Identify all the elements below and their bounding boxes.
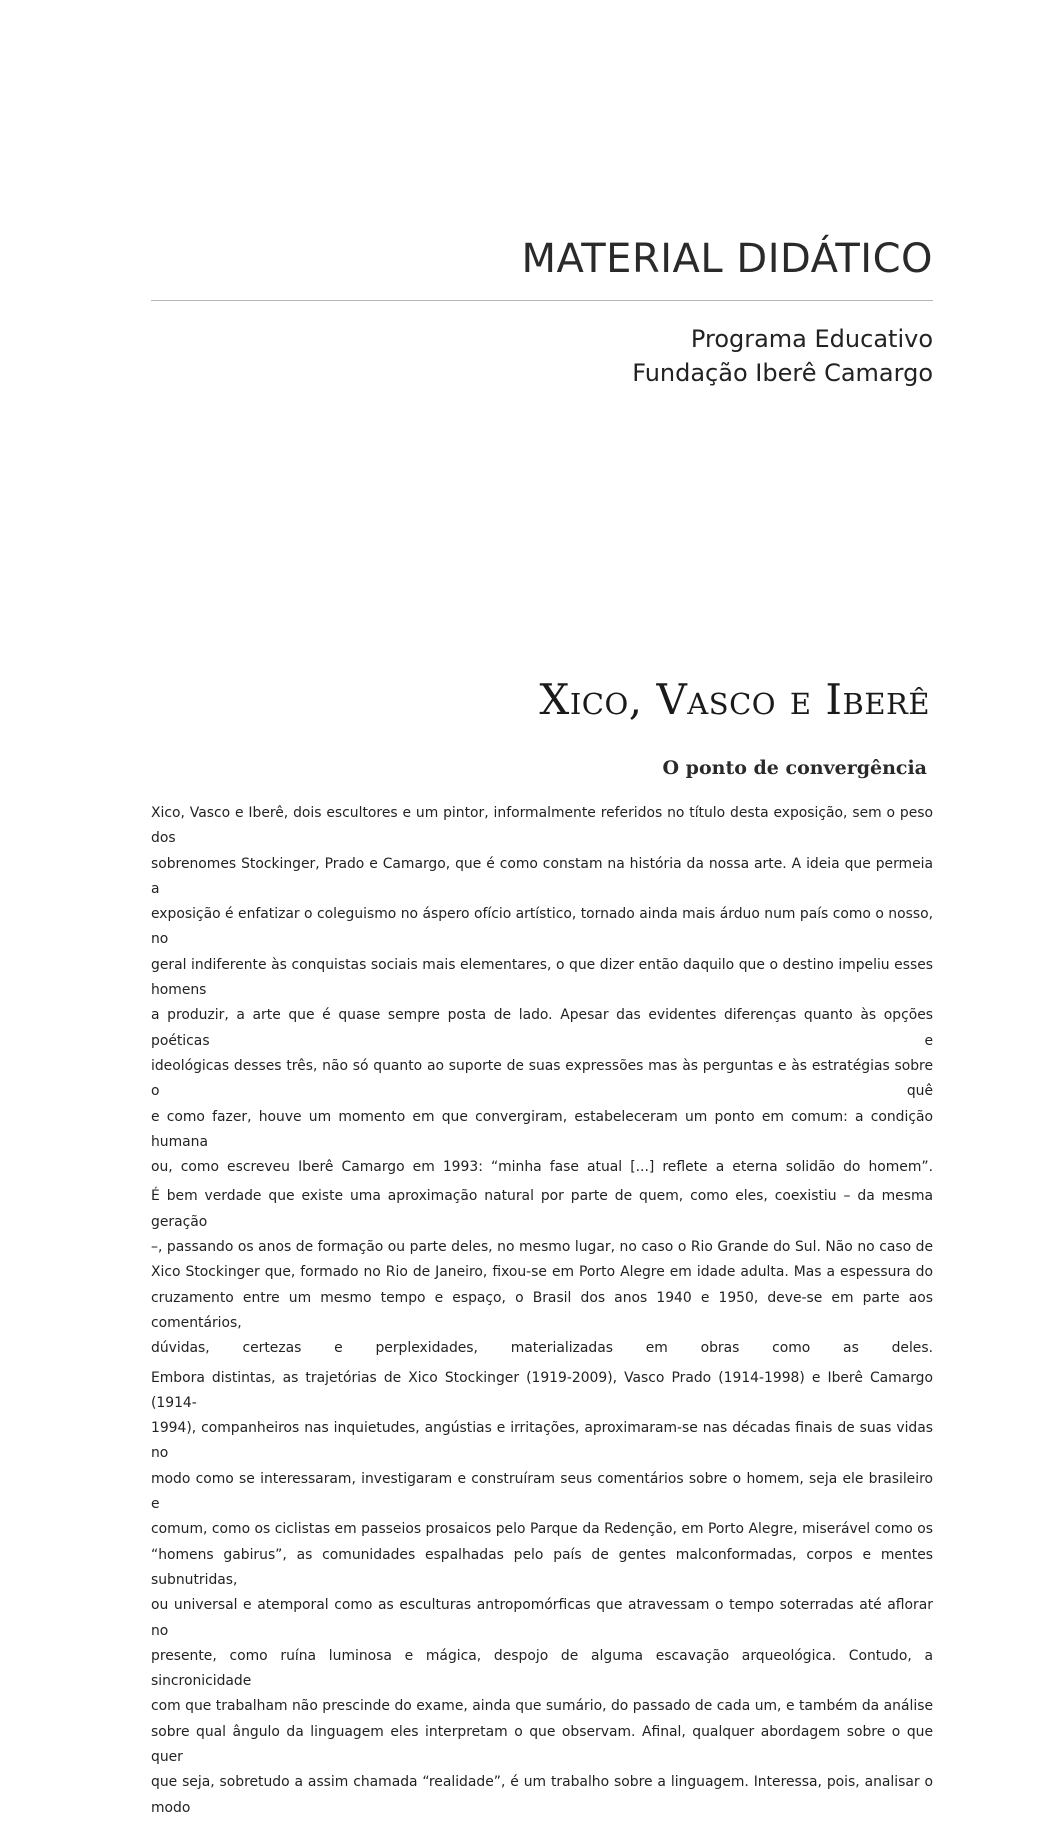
foundation-name: Fundação Iberê Camargo — [632, 359, 933, 387]
article-title: Xico, Vasco e Iberê — [539, 675, 930, 724]
paragraph: Embora distintas, as trajetórias de Xico Stockinger (1919-2009), Vasco Prado (1914-1998) e Iberê Camargo (1914- 1994), companheiros nas inquietudes, angústias e irritações, aproximaram-se nas décadas finais de suas vidas no modo como se interessaram, investigaram e construíram seus comentários sobre o homem, seja ele brasileiro e comum, como os ciclistas em passeios prosaicos pelo Parque da Redenção, em Porto Alegre, miserável como os “homens gabirus”, as comunidades espalhadas pelo país de gentes malconformadas, corpos e mentes subnutridas, ou universal e atemporal como as esculturas antropomórficas que atravessam o tempo soterradas até aflorar no presente, como ruína luminosa e mágica, despojo de alguma escavação arqueológica. Contudo, a sincronicidade com que trabalham não prescinde do exame, ainda que sumário, do passado de cada um, e também da análise sobre qual ângulo da linguagem eles interpretam o que observam. Afinal, qualquer abordagem sobre o que quer que seja, sobretudo a assim chamada “realidade”, é um trabalho sobre a linguagem. Interessa, pois, analisar o modo — [151, 1369, 933, 1816]
program-name: Programa Educativo — [690, 325, 933, 353]
article-body — [151, 801, 933, 1821]
paragraph: Xico, Vasco e Iberê, dois escultores e um pintor, informalmente referidos no título desta exposição, sem o peso dos sobrenomes Stockinger, Prado e Camargo, que é como constam na história da nossa arte. A ideia que permeia a exposição é enfatizar o coleguismo no áspero ofício artístico, tornado ainda mais árduo num país como o nosso, no geral indiferente às conquistas sociais mais elementares, o que dizer então daquilo que o destino impeliu esses homens a produzir, a arte que é quase sempre posta de lado. Apesar das evidentes diferenças quanto às opções poéticas e ideológicas desses três, não só quanto ao suporte de suas expressões mas às perguntas e às estratégias sobre o quê e como fazer, houve um momento em que convergiram, estabeleceram um ponto em comum: a condição humana ou, como escreveu Iberê Camargo em 1993: “minha fase atual [...] reflete a eterna solidão do homem”. — [151, 805, 933, 1176]
title-divider — [151, 300, 933, 301]
program-subtitle — [632, 322, 933, 390]
article-subtitle: O ponto de convergência — [662, 757, 927, 779]
paragraph: É bem verdade que existe uma aproximação natural por parte de quem, como eles, coexistiu – da mesma geração –, passando os anos de formação ou parte deles, no mesmo lugar, no caso o Rio Grande do Sul. Não no caso de Xico Stockinger que, formado no Rio de Janeiro, fixou-se em Porto Alegre em idade adulta. Mas a espessura do cruzamento entre um mesmo tempo e espaço, o Brasil dos anos 1940 e 1950, deve-se em parte aos comentários, dúvidas, certezas e perplexidades, materializadas em obras como as deles. — [151, 1188, 933, 1357]
document-title: MATERIAL DIDÁTICO — [521, 236, 933, 282]
